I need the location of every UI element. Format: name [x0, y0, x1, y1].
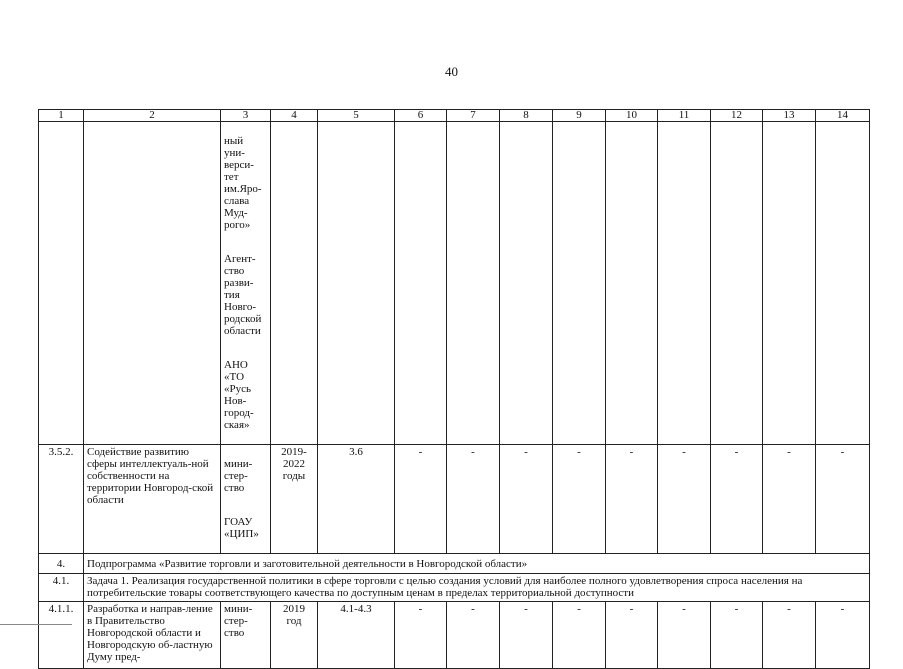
value-cell: - — [500, 445, 553, 554]
executor-cell — [221, 445, 271, 554]
row-number: 4. — [39, 554, 84, 574]
header-cell: 10 — [606, 110, 658, 122]
value-cell: - — [816, 602, 870, 669]
header-cell: 11 — [658, 110, 711, 122]
row-number: 4.1.1. — [39, 602, 84, 669]
page-number: 40 — [445, 64, 458, 79]
header-cell: 1 — [39, 110, 84, 122]
value-cell: - — [606, 602, 658, 669]
task-title: Задача 1. Реализация государственной политики в сфере торговли с целью создания условий для наиболее полного удовлетворения спроса населения на потребительские товары соответствующего качества по доступным ценам в пределах территориальной доступности — [84, 574, 870, 602]
executor-text: мини- стер- ство — [221, 602, 271, 669]
header-row — [39, 110, 870, 122]
header-cell: 14 — [816, 110, 870, 122]
header-cell: 7 — [447, 110, 500, 122]
period: 2019- 2022 годы — [271, 445, 318, 554]
activity-name: Разработка и направ-ление в Правительство Новгородской области и Новгородскую об-ластную Думу пред- — [84, 602, 221, 669]
header-cell: 9 — [553, 110, 606, 122]
target-ref: 3.6 — [318, 445, 395, 554]
value-cell: - — [553, 602, 606, 669]
value-cell: - — [658, 445, 711, 554]
footer-rule — [0, 624, 72, 625]
executor-text: мини- стер- ство — [224, 458, 253, 494]
value-cell: - — [606, 445, 658, 554]
value-cell: - — [395, 602, 447, 669]
value-cell: - — [711, 602, 763, 669]
value-cell: - — [658, 602, 711, 669]
executor-text: ГОАУ «ЦИП» — [224, 516, 259, 540]
value-cell: - — [553, 445, 606, 554]
period: 2019 год — [271, 602, 318, 669]
header-cell: 2 — [84, 110, 221, 122]
executor-text: ный уни- верси- тет им.Яро- слава Муд- рого» — [224, 135, 262, 231]
table-row-4-1 — [39, 574, 870, 602]
header-cell: 12 — [711, 110, 763, 122]
row-number: 4.1. — [39, 574, 84, 602]
header-cell: 8 — [500, 110, 553, 122]
target-ref: 4.1-4.3 — [318, 602, 395, 669]
value-cell: - — [763, 602, 816, 669]
value-cell: - — [816, 445, 870, 554]
value-cell: - — [711, 445, 763, 554]
row-number: 3.5.2. — [39, 445, 84, 554]
header-cell: 13 — [763, 110, 816, 122]
table-row-4 — [39, 554, 870, 574]
subprogram-title: Подпрограмма «Развитие торговли и заготовительной деятельности в Новгородской области» — [84, 554, 870, 574]
header-cell: 5 — [318, 110, 395, 122]
value-cell: - — [500, 602, 553, 669]
executor-text: АНО «ТО «Русь Нов- город- ская» — [224, 359, 254, 431]
header-cell: 6 — [395, 110, 447, 122]
header-cell: 3 — [221, 110, 271, 122]
table-row-continued — [39, 122, 870, 445]
activity-name: Содействие развитию сферы интеллектуаль-ной собственности на территории Новгород-ской области — [84, 445, 221, 554]
header-cell: 4 — [271, 110, 318, 122]
value-cell: - — [447, 602, 500, 669]
executor-cell — [221, 122, 271, 445]
value-cell: - — [395, 445, 447, 554]
value-cell: - — [447, 445, 500, 554]
value-cell: - — [763, 445, 816, 554]
table-row-4-1-1 — [39, 602, 870, 669]
executor-text: Агент- ство разви- тия Новго- родской области — [224, 253, 262, 337]
table-row-3-5-2 — [39, 445, 870, 554]
program-table — [38, 109, 870, 669]
